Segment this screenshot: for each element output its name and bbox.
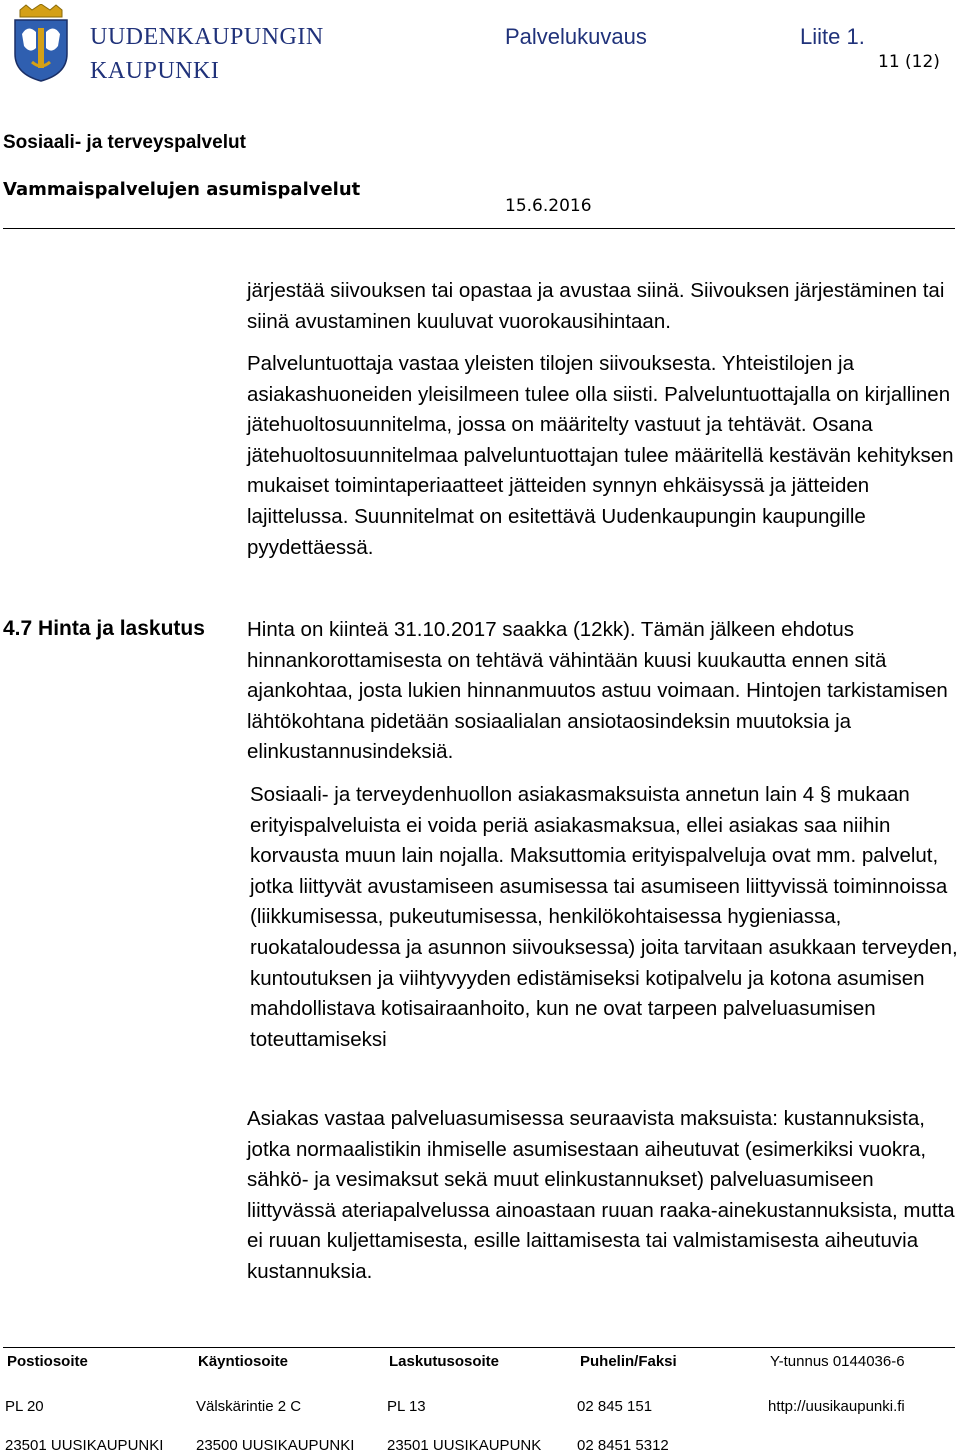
footer-visiting-city: 23500 UUSIKAUPUNKI — [196, 1437, 355, 1454]
footer-postal-city: 23501 UUSIKAUPUNKI — [5, 1437, 164, 1454]
paragraph-price: Hinta on kiinteä 31.10.2017 saakka (12kk). Tämän jälkeen ehdotus hinnankorottamisesta on tehtävä vähintään kuusi kuukautta ennen sitä ajankohtaa, josta lukien hinnanmuutos astuu voimaan. Hintojen tarkistamisen lähtökohtana pidetään sosiaalialan ansiotaosindeksin muutoksia ja elinkustannusindeksiä. — [247, 618, 948, 764]
document-date: 15.6.2016 — [505, 196, 592, 216]
city-name-line1: UUDENKAUPUNGIN — [90, 24, 324, 50]
attachment-label: Liite 1. — [800, 24, 865, 49]
footer-postal-box: PL 20 — [5, 1398, 44, 1415]
footer-header-postal: Postiosoite — [7, 1353, 88, 1370]
paragraph-waste-management: Palveluntuottaja vastaa yleisten tilojen siivouksesta. Yhteistilojen ja asiakashuoneiden yleisilmeen tulee olla siisti. Palveluntuottajalla on kirjallinen jätehuoltosuunnitelma, jossa on määritelty vastuut ja tehtävät. Osana jätehuoltosuunnitelmaa palveluntuottajan tulee määritellä kestävän kehityksen mukaiset toimintaperiaatteet jätteiden synnyn ehkäisyssä ja jätteiden lajittelussa. Suunnitelmat on esitettävä Uudenkaupungin kaupungille pyydettäessä. — [247, 352, 954, 559]
department-name: Sosiaali- ja terveyspalvelut — [3, 132, 246, 153]
footer-header-visiting: Käyntiosoite — [198, 1353, 289, 1370]
footer-fax: 02 8451 5312 — [577, 1437, 669, 1454]
unit-name: Vammaispalvelujen asumispalvelut — [3, 179, 361, 200]
paragraph-cleaning: järjestää siivouksen tai opastaa ja avustaa siinä. Siivouksen järjestäminen tai siinä avustaminen kuuluvat vuorokausihintaan. — [247, 279, 945, 333]
footer-divider — [3, 1347, 955, 1348]
footer-phone: 02 845 151 — [577, 1398, 653, 1415]
footer-visiting-street: Välskärintie 2 C — [196, 1398, 302, 1415]
paragraph-client-responsibilities: Asiakas vastaa palveluasumisessa seuraavista maksuista: kustannuksista, jotka normaalistikin ihmiselle asumisestaan aiheutuvat (esimerkiksi vuokra, sähkö- ja vesimaksut sekä muut elinkustannukset) palveluasumiseen liittyvässä ateriapalvelussa ainoastaan ruuan raaka-ainekustannuksista, mutta ei ruuan kuljettamisesta, esille laittamisesta tai valmistamisesta aiheutuvia kustannuksia. — [247, 1107, 955, 1283]
footer-website-link[interactable]: http://uusikaupunki.fi — [768, 1398, 905, 1415]
footer-billing-box: PL 13 — [387, 1398, 426, 1415]
section-heading-price: 4.7 Hinta ja laskutus — [3, 617, 205, 640]
footer-billing-city: 23501 UUSIKAUPUNK — [387, 1437, 542, 1454]
paragraph-client-fees-law: Sosiaali- ja terveydenhuollon asiakasmaksuista annetun lain 4 § mukaan erityispalveluista ei voida periä asiakasmaksua, ellei asiakas saa niihin korvausta muun lain nojalla. Maksuttomia erityispalveluja ovat mm. palvelut, jotka liittyvät avustamiseen asumisessa tai asumiseen liittyvissä toiminnoissa (liikkumisessa, pukeutumisessa, henkilökohtaisessa hygieniassa, ruokataloudessa ja asunnon siivouksessa) joita tarvitaan asukkaan terveyden, kuntoutuksen ja viihtyvyyden edistämiseksi kotipalvelu ja kotona asumisen mahdollistava kotisairaanhoito, kun ne ovat tarpeen palveluasumisen toteuttamiseksi — [250, 783, 958, 1051]
page-number: 11 (12) — [878, 52, 940, 72]
header-divider — [3, 228, 955, 229]
footer-business-id: Y-tunnus 0144036-6 — [770, 1353, 905, 1370]
footer-header-billing: Laskutusosoite — [389, 1353, 500, 1370]
city-crest-logo — [12, 4, 70, 82]
city-name-line2: KAUPUNKI — [90, 58, 220, 84]
document-title: Palvelukuvaus — [505, 24, 647, 49]
footer-header-phone: Puhelin/Faksi — [580, 1353, 677, 1370]
